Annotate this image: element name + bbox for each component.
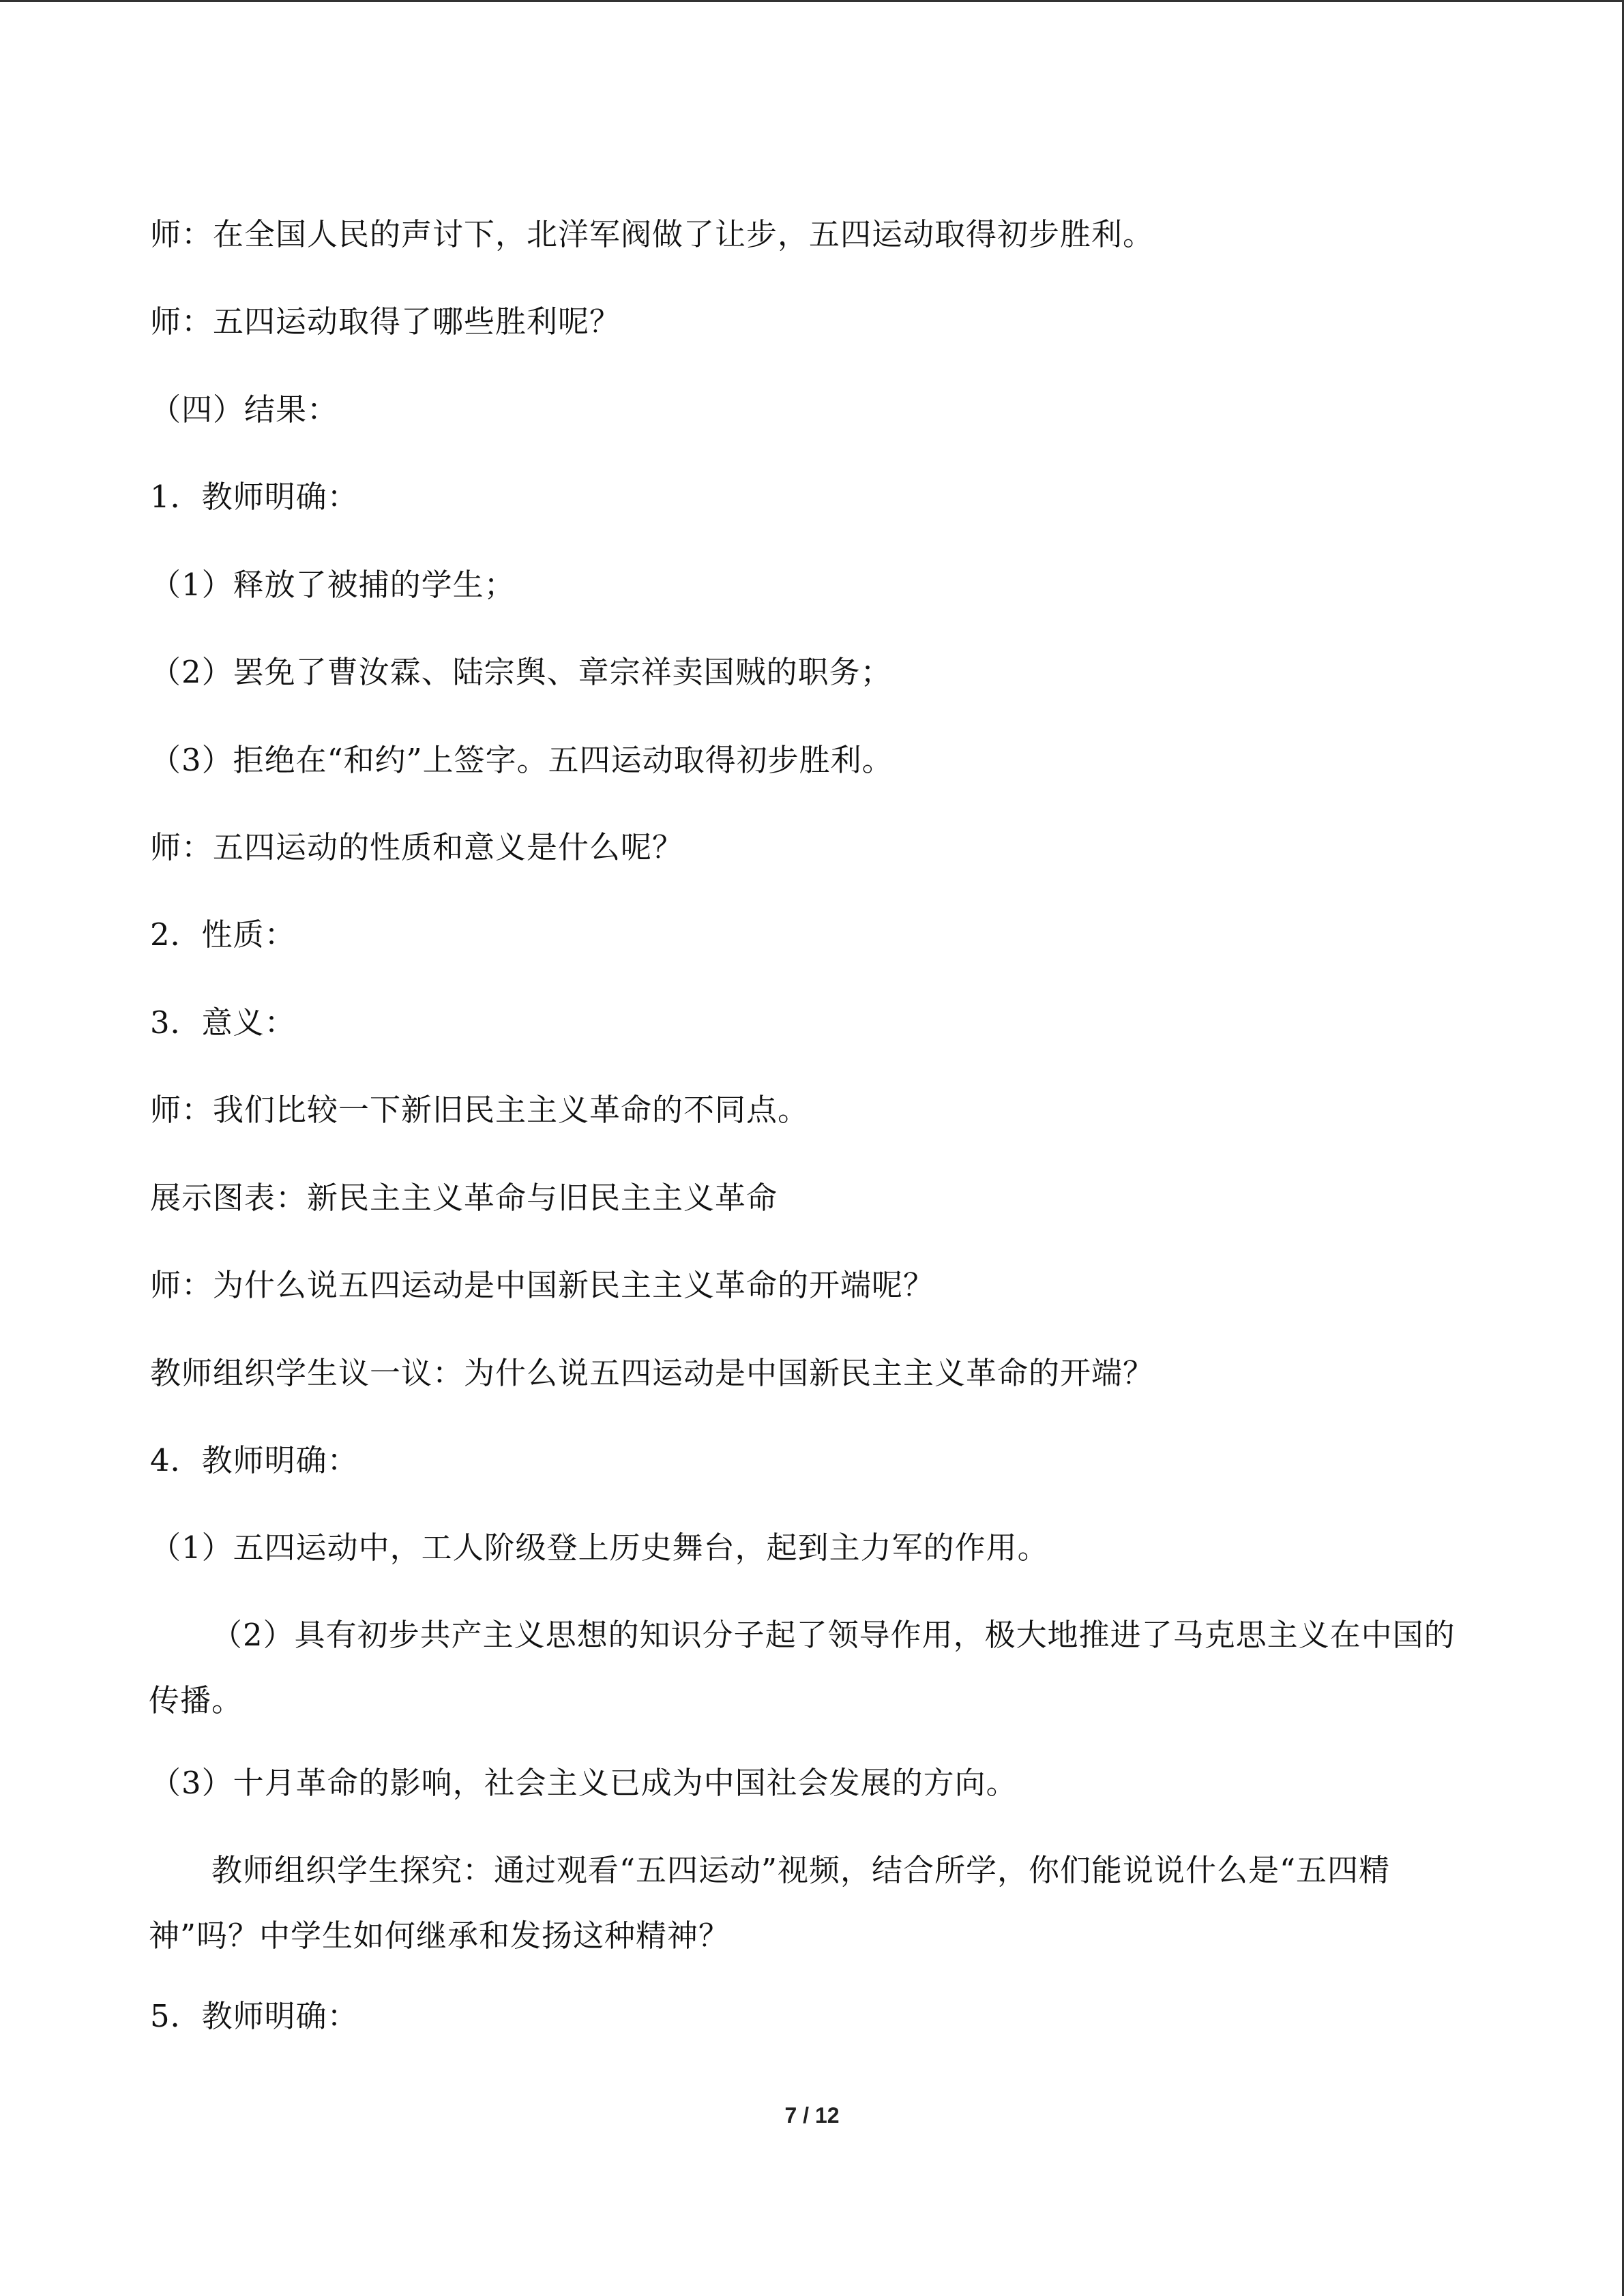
list-heading-nature: 2．性质：: [150, 916, 296, 953]
paragraph-show-chart: 展示图表：新民主主义革命与旧民主主义革命: [150, 1180, 778, 1216]
paragraph-teacher-why-question: 师：为什么说五四运动是中国新民主主义革命的开端呢？: [150, 1267, 935, 1303]
heading-results: （四）结果：: [150, 391, 339, 428]
page-top-border: [0, 0, 1624, 2]
paragraph-student-discussion: 教师组织学生议一议：为什么说五四运动是中国新民主主义革命的开端？: [150, 1355, 1155, 1391]
list-heading-teacher-clarifies-1: 1．教师明确：: [150, 479, 359, 515]
list-item-reason-1: （1）五四运动中，工人阶级登上历史舞台，起到主力军的作用。: [150, 1530, 1049, 1566]
paragraph-teacher-compare: 师：我们比较一下新旧民主主义革命的不同点。: [150, 1092, 810, 1128]
paragraph-teacher-nature-question: 师：五四运动的性质和意义是什么呢？: [150, 829, 684, 865]
paragraph-teacher-concession: 师：在全国人民的声讨下，北洋军阀做了让步，五四运动取得初步胜利。: [150, 216, 1155, 252]
paragraph-teacher-victory-question: 师：五四运动取得了哪些胜利呢？: [150, 303, 621, 340]
list-heading-teacher-clarifies-5: 5．教师明确：: [150, 1998, 359, 2034]
list-heading-significance: 3．意义：: [150, 1004, 296, 1041]
list-heading-teacher-clarifies-4: 4．教师明确：: [150, 1442, 359, 1478]
list-item-result-1: （1）释放了被捕的学生；: [150, 567, 516, 603]
page-number: 7 / 12: [784, 2103, 840, 2128]
paragraph-student-inquiry: 教师组织学生探究：通过观看“五四运动”视频，结合所学，你们能说说什么是“五四精神”吗？中学生如何继承和发扬这种精神？: [149, 1852, 1391, 1954]
list-item-reason-3: （3）十月革命的影响，社会主义已成为中国社会发展的方向。: [150, 1765, 1018, 1801]
list-item-result-2: （2）罢免了曹汝霖、陆宗舆、章宗祥卖国贼的职务；: [150, 654, 892, 690]
list-item-reason-2: （2）具有初步共产主义思想的知识分子起了领导作用，极大地推进了马克思主义在中国的传播。: [149, 1617, 1456, 1718]
list-item-result-3: （3）拒绝在“和约”上签字。五四运动取得初步胜利。: [150, 742, 894, 778]
